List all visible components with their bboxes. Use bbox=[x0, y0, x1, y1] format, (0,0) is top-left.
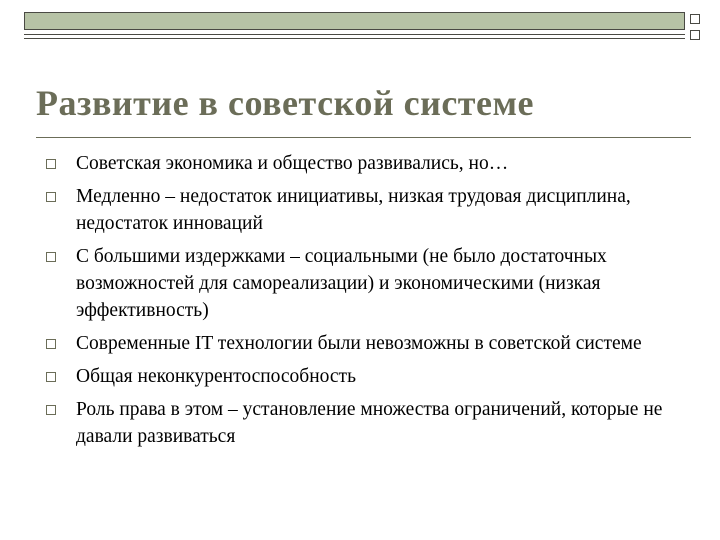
square-bullet-icon bbox=[46, 192, 56, 202]
bullet-item bbox=[42, 330, 692, 357]
square-bullet-icon bbox=[46, 159, 56, 169]
square-bullet-icon bbox=[46, 252, 56, 262]
bullet-item bbox=[42, 150, 692, 177]
slide-title: Развитие в советской системе bbox=[36, 83, 534, 123]
bullet-text: Медленно – недостаток инициативы, низкая трудовая дисциплина, недостаток инноваций bbox=[76, 186, 631, 234]
title-divider bbox=[36, 137, 691, 138]
header-band-line bbox=[24, 34, 685, 39]
bullet-item bbox=[42, 396, 692, 450]
bullet-text: С большими издержками – социальными (не было достаточных возможностей для самореализации) и экономическими (низкая эффективность) bbox=[76, 246, 607, 321]
corner-square-icon bbox=[690, 30, 700, 40]
bullet-item bbox=[42, 363, 692, 390]
bullet-list bbox=[42, 150, 692, 456]
square-bullet-icon bbox=[46, 339, 56, 349]
corner-square-icon bbox=[690, 14, 700, 24]
bullet-item bbox=[42, 183, 692, 237]
bullet-text: Роль права в этом – установление множества ограничений, которые не давали развиваться bbox=[76, 399, 663, 447]
bullet-text: Современные IT технологии были невозможны в советской системе bbox=[76, 333, 642, 354]
square-bullet-icon bbox=[46, 372, 56, 382]
bullet-item bbox=[42, 243, 692, 324]
bullet-text: Общая неконкурентоспособность bbox=[76, 366, 356, 387]
bullet-text: Советская экономика и общество развивались, но… bbox=[76, 153, 509, 174]
header-band bbox=[24, 12, 685, 30]
square-bullet-icon bbox=[46, 405, 56, 415]
